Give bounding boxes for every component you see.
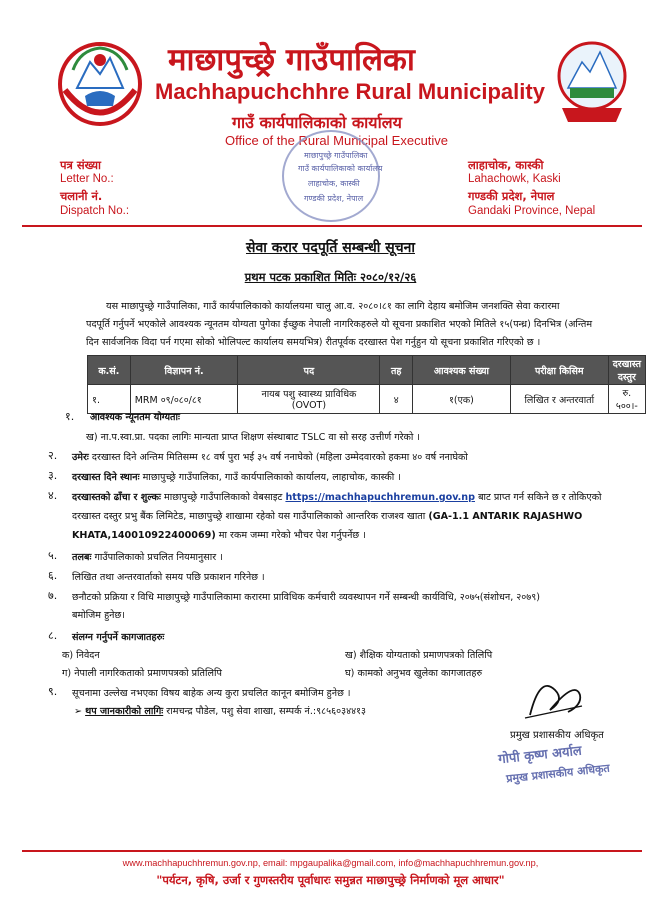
vacancy-table [87,355,646,414]
handwritten-signature [520,670,590,725]
contact-label: थप जानकारीको लागिः [85,706,164,717]
notice-subtitle: प्रथम पटक प्रकाशित मितिः २०८०/१२/२६ [244,270,417,284]
item-8-number: ८. [48,629,58,642]
doc-education-certificate: ख) शैक्षिक योग्यताको प्रमाणपत्रको तिलिपि [345,650,493,661]
municipality-logo [556,38,628,128]
cell-exam: लिखित र अन्तरवार्ता [510,385,608,414]
cell-post-name: नायब पशु स्वास्थ्य प्राविधिक [261,389,357,400]
col-exam: परीक्षा किसिम [510,356,608,385]
dispatch-no-label-en: Dispatch No.: [60,205,130,217]
province-en: Gandaki Province, Nepal [468,205,596,217]
item-3-number: ३. [48,469,58,482]
item-3-label: दरखास्त दिने स्थानः [72,472,140,483]
office-stamp [282,130,383,222]
item-1-heading: आवश्यक न्यूनतम योग्यताः [90,412,180,423]
stamp-line-3: लाहाचोक, कास्की [308,179,360,188]
website-link[interactable]: https://machhapuchhremun.gov.np [285,492,476,503]
col-count: आवश्यक संख्या [413,356,511,385]
province-np: गण्डकी प्रदेश, नेपाल [468,189,555,203]
item-4-text-a: माछापुच्छ्रे गाउँपालिकाको वेबसाइट [164,492,283,503]
item-5-text: गाउँपालिकाको प्रचलित नियमानुसार । [94,552,223,563]
col-sn: क.सं. [88,356,131,385]
item-6-number: ६. [48,569,58,582]
item-4-account-2: KHATA,140010922400069) [72,530,216,541]
cell-ad-no: MRM ०९/०८०/८१ [130,385,238,414]
item-6-text: लिखित तथा अन्तरवार्ताको समय पछि प्रकाशन गरिनेछ । [72,572,265,583]
stamp-line-2: गाउँ कार्यपालिकाको कार्यालय [298,164,383,173]
cell-fee: रु. ५००।- [608,385,645,414]
col-level: तह [380,356,413,385]
header-divider [22,225,642,227]
item-2-label: उमेरः [72,452,89,463]
doc-citizenship-certificate: ग) नेपाली नागरिकताको प्रमाणपत्रको प्रतिलिपि [62,668,222,679]
letter-no-label-en: Letter No.: [60,173,114,185]
item-9-text: सूचनामा उल्लेख नभएका विषय बाहेक अन्य कुरा प्रचलित कानून बमोजिम हुनेछ । [72,688,351,699]
item-4-text-c: दरखास्त दस्तुर प्रभु बैंक लिमिटेड, माछापुच्छ्रे शाखामा रहेको यस गाउँपालिकाको आन्तरिक राजश्व खाता [72,511,426,522]
item-2-number: २. [48,449,58,462]
col-ad-no: विज्ञापन नं. [130,356,238,385]
municipality-name-np: माछापुच्छ्रे गाउँपालिका [168,42,415,78]
item-5-number: ५. [48,549,58,562]
item-7-number: ७. [48,589,58,602]
contact-text: रामचन्द्र पौडेल, पशु सेवा शाखा, सम्पर्क नं.:९८५६०३४४१३ [166,706,367,717]
arrow-icon: ➢ [74,706,83,717]
signatory-name-stamp: गोपी कृष्ण अर्याल [497,743,583,768]
item-4-text-d: मा रकम जम्मा गरेको भौचर पेश गर्नुपर्नेछ । [218,530,366,541]
notice-title: सेवा करार पदपूर्ति सम्बन्धी सूचना [245,240,415,256]
item-7-text-a: छनौटको प्रक्रिया र विधि माछापुच्छ्रे गाउँपालिकामा करारमा प्राविधिक कर्मचारी व्यवस्थापन गर्ने सम्बन्धी कार्यविधि, २०७५(संशोधन, २०७९) [72,592,541,603]
address-en: Lahachowk, Kaski [468,173,561,185]
stamp-line-4: गण्डकी प्रदेश, नेपाल [304,194,364,203]
item-1-number: १. [65,410,75,423]
doc-application: क) निवेदन [62,650,100,661]
item-8-heading: संलग्न गर्नुपर्ने कागजातहरुः [72,632,165,643]
item-4-text-b: बाट प्राप्त गर्न सकिने छ र तोकिएको [478,492,602,503]
footer-slogan: "पर्यटन, कृषि, उर्जा र गुणस्तरीय पूर्वाधारः समुन्नत माछापुच्छ्रे निर्माणको मूल आधार" [156,873,505,887]
intro-paragraph [86,298,646,352]
signatory-title-stamp: प्रमुख प्रशासकीय अधिकृत [505,761,611,786]
item-3-text: माछापुच्छ्रे गाउँपालिका, गाउँ कार्यपालिकाको कार्यालय, लाहाचोक, कास्की । [142,472,401,483]
intro-line-2: पदपूर्ति गर्नुपर्ने भएकोले आवश्यक न्यूनतम योग्यता पुगेका ईच्छुक नेपाली नागरिकहरुले यो सूचना प्रकाशित भएको मितिले १५(पन्ध्र) दिनभित्र (अन्तिम [86,319,593,330]
dispatch-no-label-np: चलानी नं. [60,189,103,203]
item-4-number: ४. [48,489,58,502]
letter-no-label-np: पत्र संख्या [60,158,102,172]
item-7-text-b: बमोजिम हुनेछ। [72,610,125,621]
item-2-text: दरखास्त दिने अन्तिम मितिसम्म १८ वर्ष पुरा भई ३५ वर्ष ननाघेको (महिला उम्मेदवारको हकमा ४० वर्ष ननाघेको [91,452,468,463]
office-name-np: गाउँ कार्यपालिकाको कार्यालय [232,113,402,132]
col-post: पद [238,356,380,385]
col-fee: दरखास्त दस्तुर [608,356,645,385]
cell-level: ४ [380,385,413,414]
nepal-emblem-logo [55,40,145,128]
office-name-en: Office of the Rural Municipal Executive [225,133,449,148]
cell-post-code: (OVOT) [291,400,327,411]
item-4-label: दरखास्तको ढाँचा र शुल्कः [72,492,161,503]
cell-post [238,385,380,414]
intro-line-1: यस माछापुच्छ्रे गाउँपालिका, गाउँ कार्यपालिकाको कार्यालयमा चालु आ.व. २०८०।८१ का लागि देहाय बमोजिम जनशक्ति सेवा करारमा [106,301,560,312]
item-4-account-1: (GA-1.1 ANTARIK RAJASHWO [428,511,583,522]
table-header-row [88,356,646,385]
item-5-label: तलबः [72,552,92,563]
signatory-designation: प्रमुख प्रशासकीय अधिकृत [510,730,604,741]
item-1-qualification: ख) ना.प.स्वा.प्रा. पदका लागिः मान्यता प्राप्त शिक्षण संस्थाबाट TSLC वा सो सरह उत्तीर्ण गरेको । [86,432,421,443]
address-np: लाहाचोक, कास्की [468,158,544,172]
intro-line-3: दिन सार्वजनिक विदा पर्न गएमा सोको भोलिपल्ट कार्यालय समयभित्र) रीतपूर्वक दरखास्त पेश गर्नुहुन यो सूचना प्रकाशित गरिएको छ । [86,337,541,348]
doc-experience-documents: घ) कामको अनुभव खुलेका कागजातहरु [345,668,483,679]
municipality-name-en: Machhapuchchhre Rural Municipality [155,79,545,104]
cell-count: १(एक) [413,385,511,414]
stamp-line-1: माछापुच्छ्रे गाउँपालिका [304,151,368,160]
cell-sn: १. [88,385,131,414]
footer-divider [22,850,642,852]
item-9-number: ९. [48,685,58,698]
footer-contacts: www.machhapuchhremun.gov.np, email: mpgaupalika@gmail.com, info@machhapuchhremun.gov.np, [122,858,539,868]
